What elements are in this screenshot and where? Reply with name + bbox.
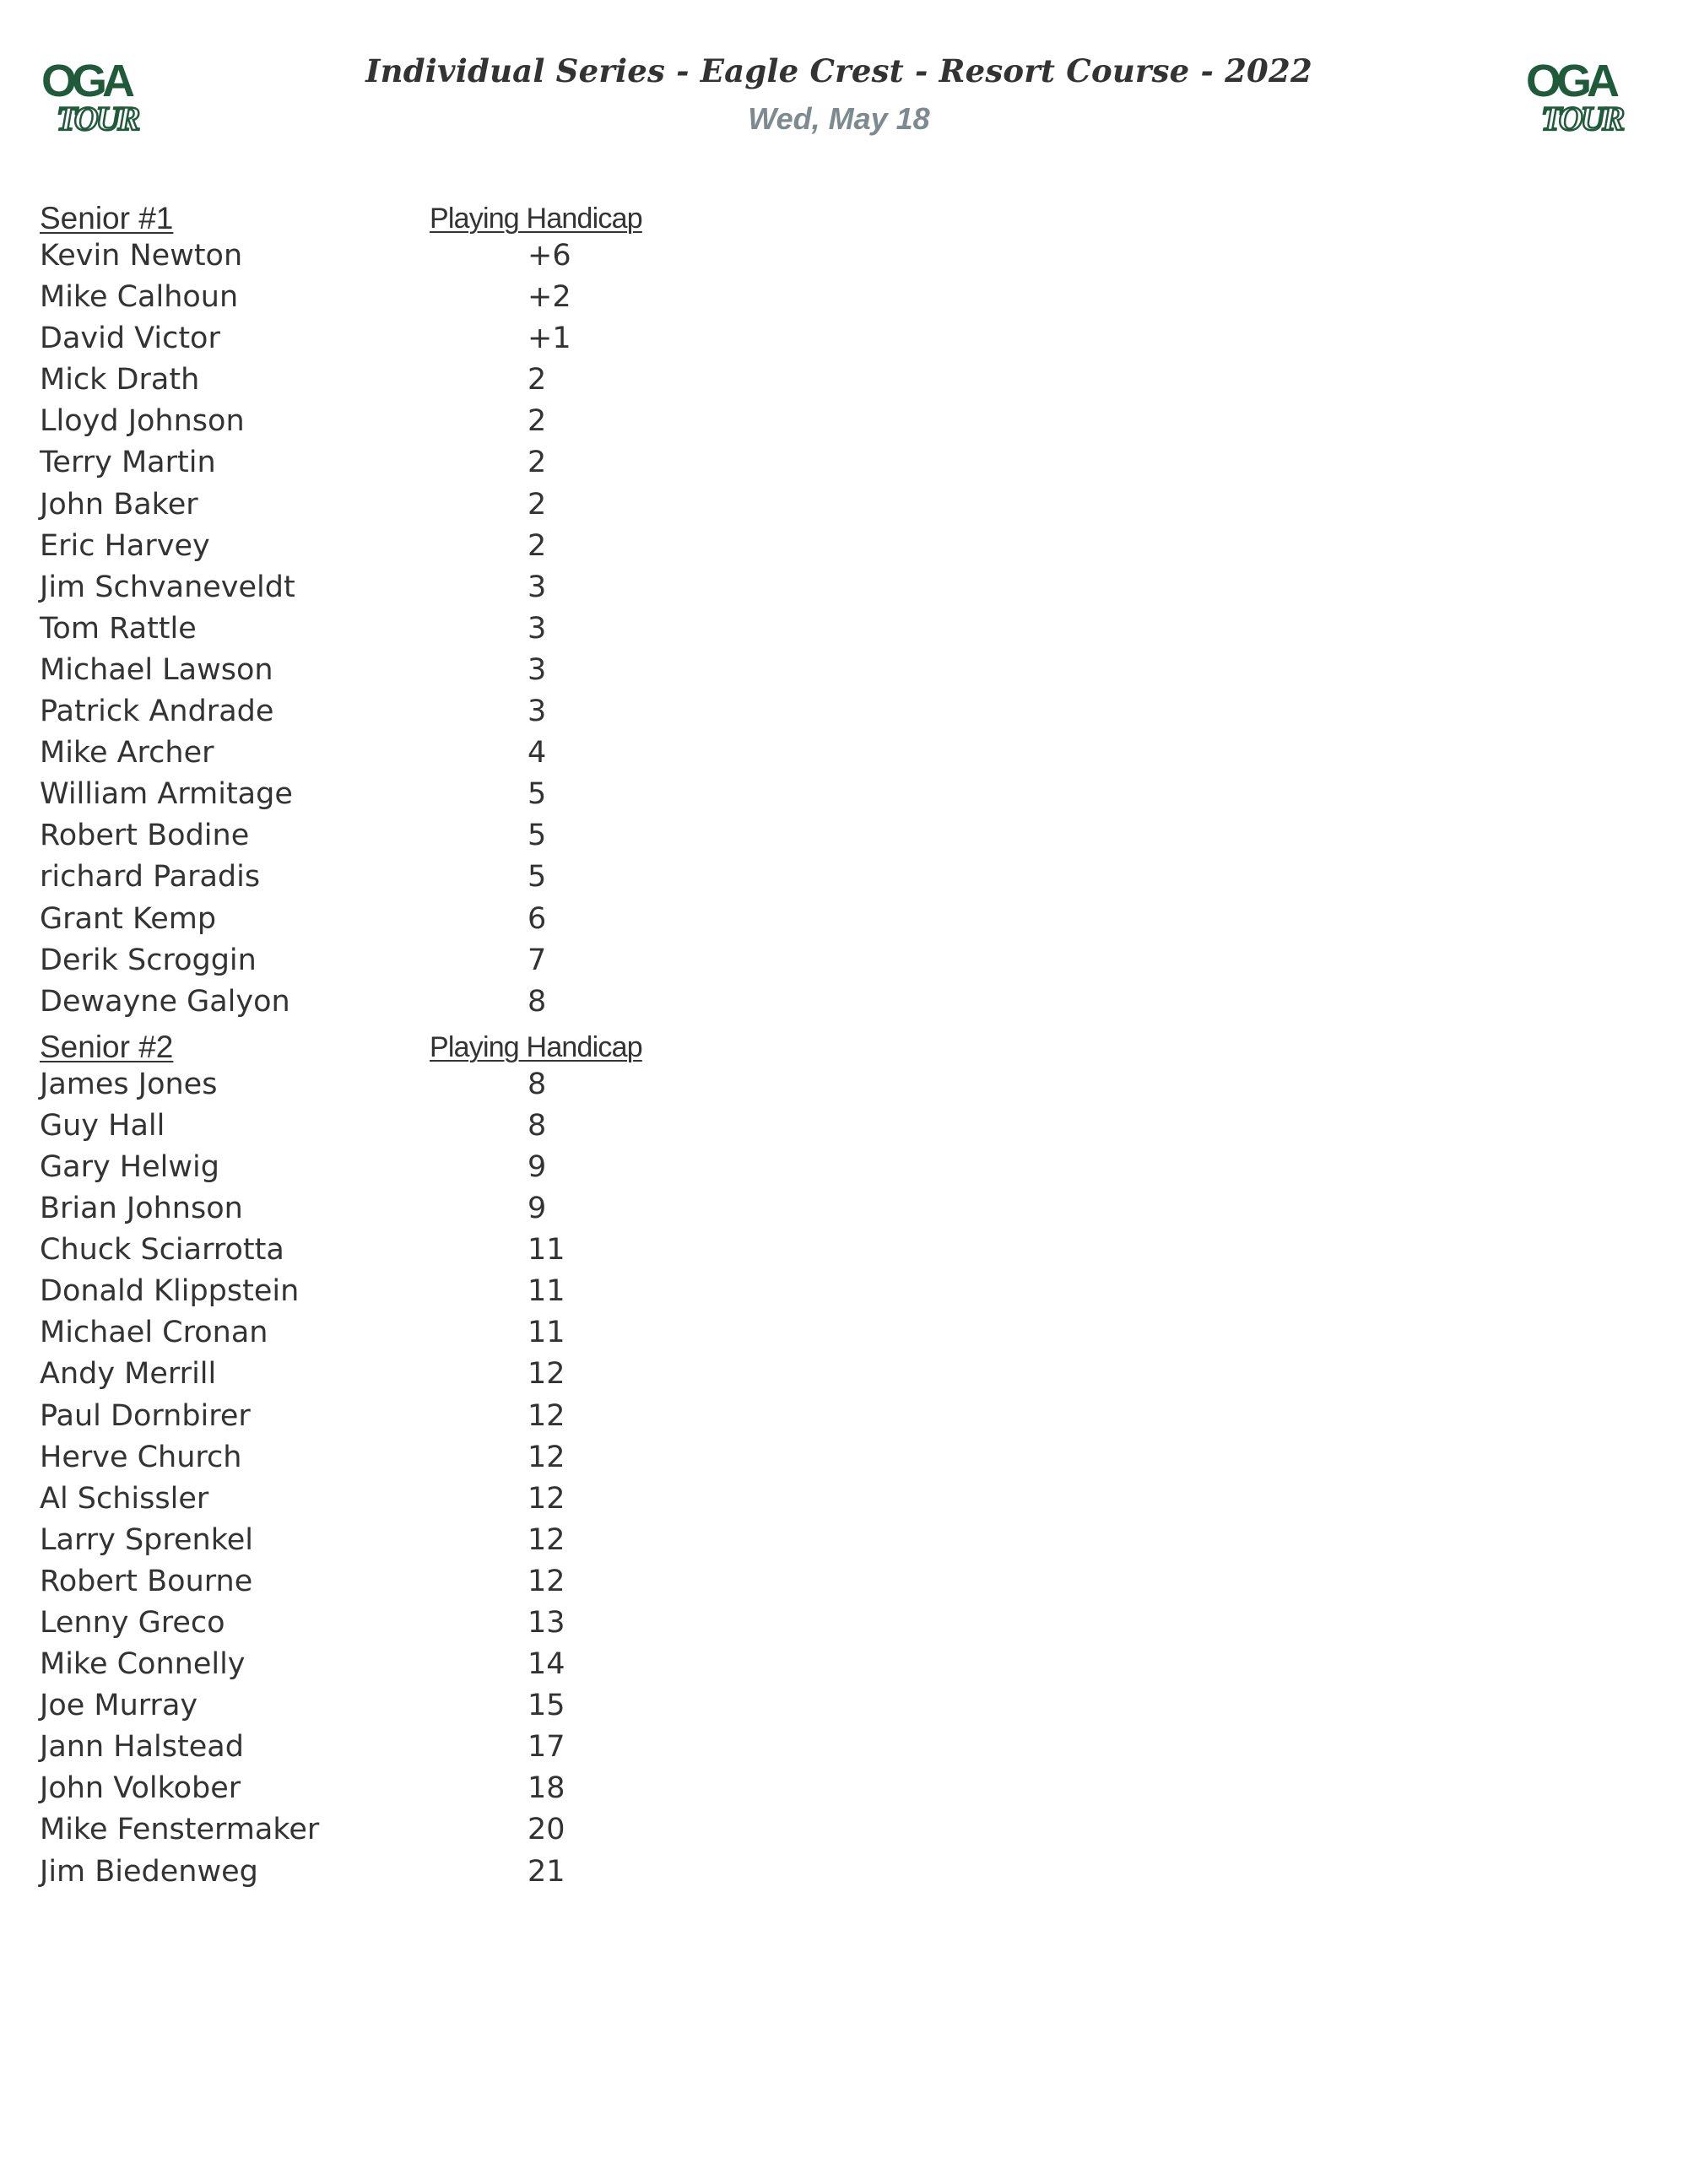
player-handicap: 8 (528, 1067, 547, 1101)
player-row (40, 1770, 715, 1811)
player-handicap: 11 (528, 1233, 565, 1268)
player-handicap: +6 (528, 239, 571, 273)
player-row (40, 1190, 715, 1231)
player-row (40, 1107, 715, 1149)
svg-text:TOUR: TOUR (57, 100, 138, 135)
player-name: Michael Lawson (40, 652, 273, 687)
player-name: Terry Martin (40, 446, 216, 480)
player-name: Larry Sprenkel (40, 1522, 253, 1557)
player-row (40, 1728, 715, 1770)
player-name: Jim Schvaneveldt (40, 570, 295, 604)
section-header (40, 196, 715, 237)
player-name: Lenny Greco (40, 1606, 225, 1640)
player-row (40, 858, 715, 900)
player-name: Mick Drath (40, 363, 200, 397)
player-handicap: 2 (528, 446, 547, 480)
player-list (40, 196, 715, 1895)
player-name: Joe Murray (40, 1689, 198, 1723)
player-handicap: 12 (528, 1564, 565, 1598)
player-name: Derik Scroggin (40, 943, 257, 977)
player-name: John Volkober (40, 1771, 241, 1806)
player-name: richard Paradis (40, 860, 261, 895)
player-handicap: 3 (528, 611, 547, 646)
player-handicap: 12 (528, 1481, 565, 1516)
player-row (40, 1563, 715, 1604)
player-row (40, 942, 715, 983)
player-name: Robert Bourne (40, 1564, 253, 1598)
player-handicap: 15 (528, 1689, 565, 1723)
player-name: Robert Bodine (40, 819, 250, 853)
player-handicap: 7 (528, 943, 547, 977)
player-row (40, 569, 715, 610)
handicap-column-header: Playing Handicap (430, 203, 642, 235)
player-name: Gary Helwig (40, 1149, 219, 1184)
player-name: Herve Church (40, 1440, 242, 1474)
player-name: Guy Hall (40, 1108, 165, 1143)
player-row (40, 278, 715, 320)
player-name: Kevin Newton (40, 239, 243, 273)
player-handicap: 12 (528, 1398, 565, 1433)
section-label: Senior #2 (40, 1029, 174, 1064)
player-row (40, 403, 715, 444)
player-row (40, 1439, 715, 1480)
player-name: Eric Harvey (40, 528, 210, 563)
page-title: Individual Series - Eagle Crest - Resort Course - 2022 (365, 52, 1312, 89)
player-handicap: 9 (528, 1149, 547, 1184)
svg-text:OGA: OGA (41, 57, 131, 106)
section-header (40, 1024, 715, 1066)
player-name: Tom Rattle (40, 611, 197, 646)
player-name: Paul Dornbirer (40, 1398, 251, 1433)
section-label: Senior #1 (40, 201, 174, 235)
player-handicap: 6 (528, 901, 547, 936)
player-handicap: 11 (528, 1274, 565, 1309)
player-name: Chuck Sciarrotta (40, 1233, 284, 1268)
player-handicap: 5 (528, 860, 547, 895)
player-handicap: 17 (528, 1730, 565, 1765)
player-name: David Victor (40, 322, 220, 356)
player-row (40, 1066, 715, 1107)
player-row (40, 1522, 715, 1563)
player-handicap: 3 (528, 695, 547, 729)
player-row (40, 734, 715, 776)
player-name: Michael Cronan (40, 1316, 268, 1350)
player-row (40, 1604, 715, 1646)
player-name: Mike Connelly (40, 1647, 246, 1682)
player-row (40, 1853, 715, 1895)
player-name: Jann Halstead (40, 1730, 244, 1765)
player-row (40, 237, 715, 278)
svg-text:OGA: OGA (1526, 57, 1615, 106)
player-handicap: 13 (528, 1606, 565, 1640)
player-handicap: 3 (528, 570, 547, 604)
player-name: Patrick Andrade (40, 695, 274, 729)
player-handicap: +2 (528, 280, 571, 315)
player-row (40, 776, 715, 817)
player-name: Al Schissler (40, 1481, 209, 1516)
player-handicap: 2 (528, 487, 547, 522)
player-row (40, 1231, 715, 1273)
player-row (40, 320, 715, 361)
player-handicap: 9 (528, 1192, 547, 1226)
player-row (40, 1149, 715, 1190)
player-handicap: 4 (528, 736, 547, 770)
player-row (40, 610, 715, 651)
player-handicap: 14 (528, 1647, 565, 1682)
player-row (40, 361, 715, 403)
player-handicap: 18 (528, 1771, 565, 1806)
player-handicap: 2 (528, 363, 547, 397)
player-name: Jim Biedenweg (40, 1854, 258, 1889)
handicap-column-header: Playing Handicap (430, 1030, 642, 1063)
page-date: Wed, May 18 (748, 101, 930, 136)
player-name: Grant Kemp (40, 901, 217, 936)
player-name: Mike Fenstermaker (40, 1813, 320, 1847)
player-row (40, 817, 715, 858)
player-row (40, 486, 715, 527)
player-handicap: 2 (528, 404, 547, 439)
player-row (40, 1397, 715, 1439)
player-row (40, 527, 715, 569)
player-handicap: 8 (528, 1108, 547, 1143)
player-name: William Armitage (40, 777, 293, 812)
player-name: John Baker (40, 487, 198, 522)
player-handicap: 21 (528, 1854, 565, 1889)
player-row (40, 1314, 715, 1355)
player-row (40, 651, 715, 693)
player-row (40, 1355, 715, 1397)
player-row (40, 444, 715, 485)
player-handicap: 12 (528, 1440, 565, 1474)
player-name: James Jones (40, 1067, 218, 1101)
player-name: Lloyd Johnson (40, 404, 245, 439)
player-handicap: 3 (528, 652, 547, 687)
player-handicap: 2 (528, 528, 547, 563)
player-row (40, 1687, 715, 1728)
player-handicap: 12 (528, 1522, 565, 1557)
player-name: Mike Calhoun (40, 280, 239, 315)
player-row (40, 1273, 715, 1314)
player-handicap: +1 (528, 322, 571, 356)
player-name: Dewayne Galyon (40, 984, 290, 1019)
player-row (40, 693, 715, 734)
player-handicap: 8 (528, 984, 547, 1019)
player-handicap: 20 (528, 1813, 565, 1847)
player-handicap: 5 (528, 777, 547, 812)
player-name: Donald Klippstein (40, 1274, 300, 1309)
svg-text:TOUR: TOUR (1541, 100, 1623, 135)
player-name: Mike Archer (40, 736, 214, 770)
player-row (40, 1811, 715, 1852)
player-row (40, 1646, 715, 1687)
player-name: Brian Johnson (40, 1192, 243, 1226)
player-handicap: 12 (528, 1357, 565, 1392)
player-handicap: 5 (528, 819, 547, 853)
player-row (40, 983, 715, 1024)
player-name: Andy Merrill (40, 1357, 217, 1392)
player-row (40, 1480, 715, 1522)
player-handicap: 11 (528, 1316, 565, 1350)
player-row (40, 900, 715, 942)
